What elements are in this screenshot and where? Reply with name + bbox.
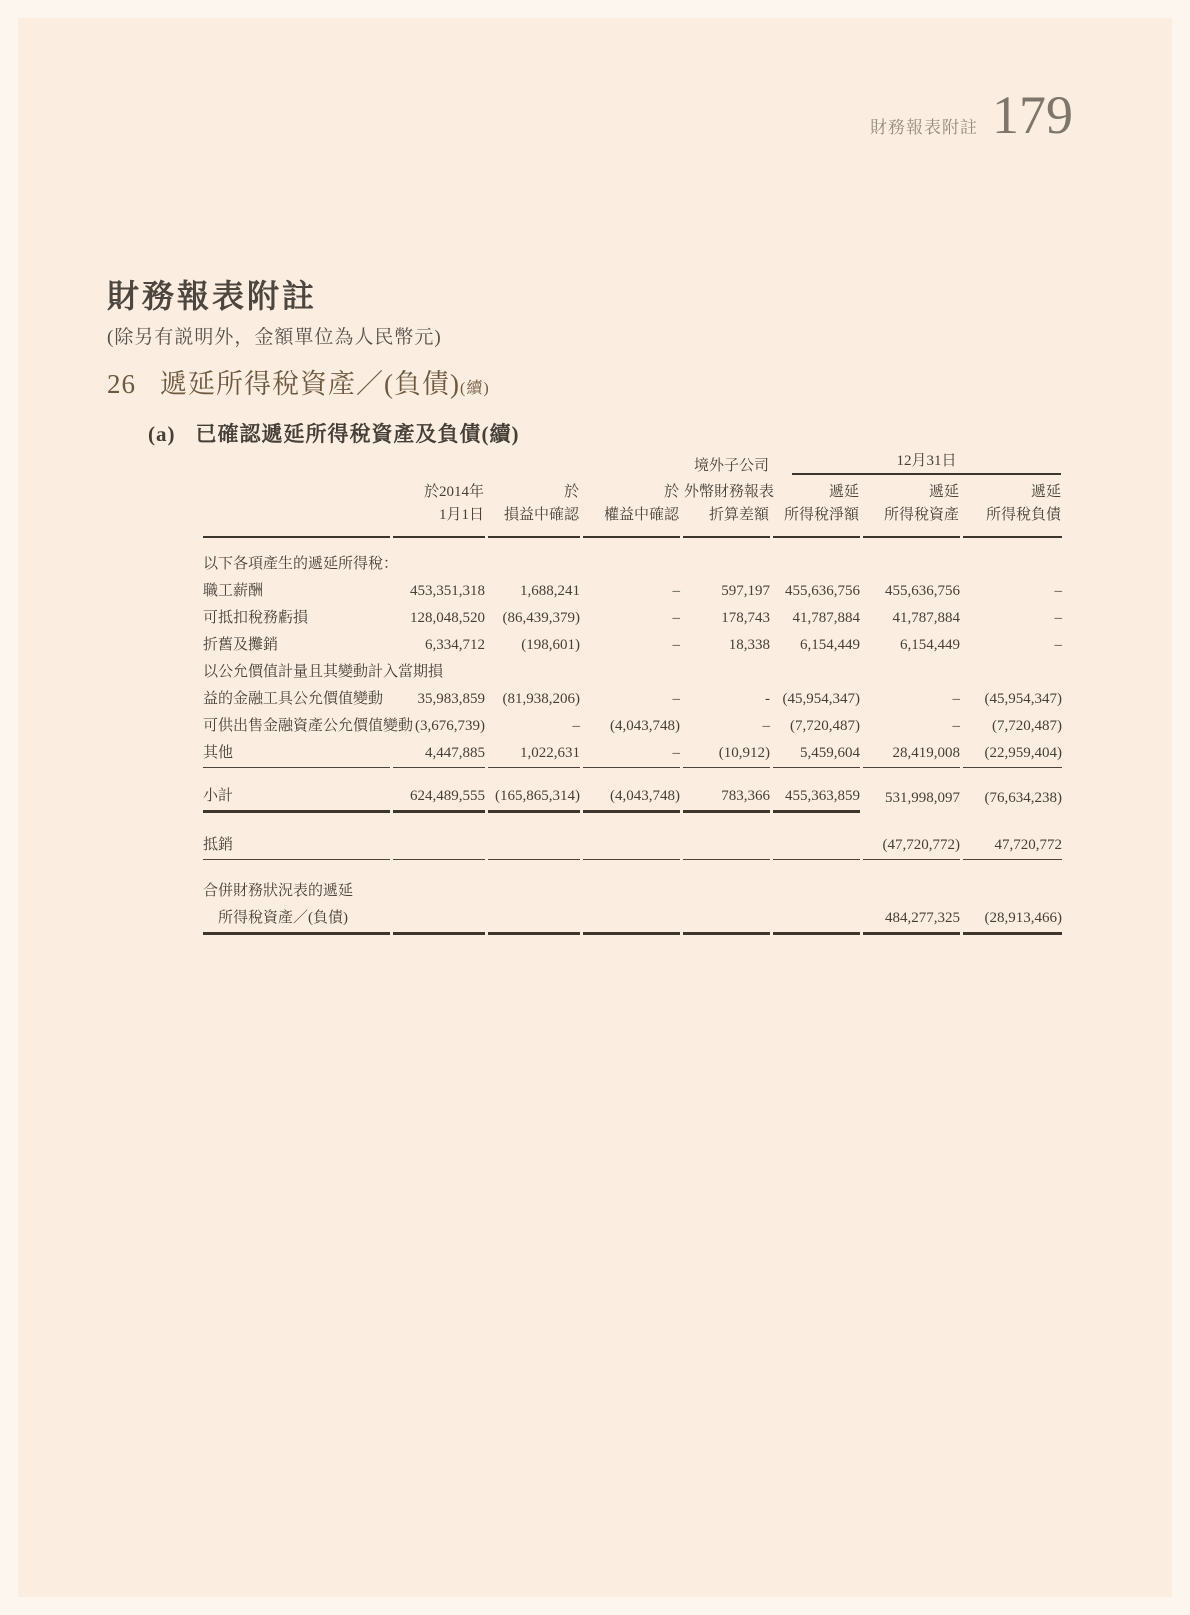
table-cell: (81,938,206) [502,691,580,707]
subsection-marker: (a) [148,422,176,446]
table-cell [773,905,860,935]
document-sheet [18,18,1172,1597]
table-cell [488,860,580,905]
table-cell: – [1054,583,1062,599]
row-label: 可供出售金融資產公允價值變動 [203,718,414,734]
header-col-1a: 於2014年 [423,484,484,500]
table-cell [488,538,580,578]
table-row [203,768,1062,813]
table-cell: – [672,691,680,707]
header-col-6a: 遞延 [928,484,959,500]
table-cell [683,659,770,686]
table-row [203,605,1062,632]
table-cell [583,860,680,905]
table-cell: (45,954,347) [984,691,1062,707]
running-header [870,85,1073,145]
header-col-2b: 損益中確認 [488,506,580,539]
table-row [203,538,1062,578]
table-body [203,538,1062,935]
row-label: 職工薪酬 [203,583,264,599]
table-row [203,632,1062,659]
table-cell: – [1054,610,1062,626]
table-cell: (28,913,466) [963,905,1062,935]
table-cell [773,860,860,905]
table-cell: 6,334,712 [425,637,485,653]
table-header [203,452,1062,538]
row-label: 可抵扣稅務虧損 [203,610,309,626]
row-label: 合併財務狀況表的遞延 [203,883,354,899]
table-cell: 178,743 [721,610,770,626]
table-cell: 18,338 [728,637,770,653]
table-cell: 35,983,859 [417,691,485,707]
table-cell: (4,043,748) [610,718,680,734]
table-cell: 128,048,520 [410,610,485,626]
table-cell [773,813,860,860]
header-spacer [203,452,680,480]
table-cell [863,659,960,686]
table-cell: (4,043,748) [583,768,680,813]
table-cell: – [583,740,680,768]
header-col-7b: 所得稅負債 [963,506,1062,539]
header-col-5b: 所得稅淨額 [773,506,860,539]
table-header-row-2 [203,506,1062,539]
table-cell [488,659,580,686]
table-cell: 41,787,884 [792,610,860,626]
table-cell: 484,277,325 [863,905,960,935]
table-cell: 1,022,631 [488,740,580,768]
header-dec31-label: 12月31日 [792,453,1061,475]
table-cell [773,659,860,686]
table-cell: (86,439,379) [502,610,580,626]
table-cell: 5,459,604 [773,740,860,768]
table-cell: 597,197 [721,583,770,599]
table-cell [863,860,960,905]
table-row [203,740,1062,768]
header-dec31-group [773,452,1062,480]
table-cell: 783,366 [683,768,770,813]
table-row [203,905,1062,935]
table-cell: 47,720,772 [963,813,1062,860]
header-empty [203,506,390,539]
section-continued-mark: (續) [459,380,490,397]
table-cell: – [952,718,960,734]
section-title: 遞延所得稅資產／(負債) [160,369,460,399]
page-number: 179 [992,85,1073,145]
table-row [203,713,1062,740]
table-cell: (7,720,487) [790,718,860,734]
table-cell: (76,634,238) [984,789,1062,806]
table-cell [488,813,580,860]
table-cell [683,905,770,935]
table-cell: (47,720,772) [863,813,960,860]
table-cell: - [765,691,770,707]
header-col-3b: 權益中確認 [583,506,680,539]
table-row [203,659,1062,686]
table-cell: – [672,610,680,626]
table-cell: (22,959,404) [963,740,1062,768]
row-label: 折舊及攤銷 [203,637,279,653]
table-cell: 455,636,756 [885,583,960,599]
row-label: 所得稅資產／(負債) [203,905,390,935]
table-cell: 1,688,241 [520,583,580,599]
table-cell [963,860,1062,905]
running-header-label: 財務報表附註 [870,118,978,137]
table-cell: (10,912) [683,740,770,768]
table-cell [393,813,485,860]
table-cell: (45,954,347) [782,691,860,707]
table-cell: – [672,583,680,599]
section-heading [107,362,490,401]
table-cell [393,538,485,578]
section-number: 26 [107,369,136,399]
header-col-4b: 折算差額 [683,506,770,539]
table-header-group-row [203,452,1062,480]
table-cell [863,538,960,578]
table-cell: 453,351,318 [410,583,485,599]
table-cell: (3,676,739) [415,718,485,734]
header-col-7a: 遞延 [1030,484,1061,500]
table-cell: 6,154,449 [900,637,960,653]
row-label: 抵銷 [203,813,390,860]
table-cell [583,905,680,935]
row-label: 以下各項產生的遞延所得稅： [203,556,399,572]
table-cell: 531,998,097 [885,789,960,806]
table-cell: – [572,718,580,734]
table-cell [683,813,770,860]
table-cell: – [672,637,680,653]
table-cell: 455,636,756 [785,583,860,599]
row-label: 益的金融工具公允價值變動 [203,691,384,707]
subsection-title: 已確認遞延所得稅資產及負債(續) [195,422,520,446]
table-cell: 28,419,008 [863,740,960,768]
table-cell [683,538,770,578]
row-label: 小計 [203,768,390,813]
table-cell: 455,363,859 [773,768,860,813]
header-col-1b: 1月1日 [393,506,485,539]
page-title: 財務報表附註 [107,278,318,314]
table-cell: 624,489,555 [393,768,485,813]
row-label: 其他 [203,740,390,768]
header-col-4a: 外幣財務報表 [684,484,775,500]
table-cell: 6,154,449 [800,637,860,653]
header-col-3a: 於 [663,484,679,500]
table-cell: (198,601) [521,637,580,653]
table-cell: (7,720,487) [992,718,1062,734]
deferred-tax-table [200,452,1065,935]
table-cell: 41,787,884 [892,610,960,626]
table-row [203,860,1062,905]
table-row [203,686,1062,713]
table-cell [393,860,485,905]
table-cell: – [1054,637,1062,653]
header-empty [203,480,390,506]
table-cell [683,860,770,905]
table-row [203,813,1062,860]
table-cell [583,659,680,686]
table-cell [963,659,1062,686]
table-cell [583,538,680,578]
table-cell: – [952,691,960,707]
header-col-6b: 所得稅資產 [863,506,960,539]
table-cell [583,813,680,860]
table-cell [488,905,580,935]
table-cell: – [762,718,770,734]
header-col-5a: 遞延 [828,484,859,500]
table-header-row-1 [203,480,1062,506]
table-cell [393,905,485,935]
table-cell: 4,447,885 [393,740,485,768]
subsection-heading [148,418,520,448]
table-row [203,578,1062,605]
table-cell [963,538,1062,578]
table-cell [773,538,860,578]
table-cell: (165,865,314) [488,768,580,813]
deferred-tax-table-container [200,452,1065,935]
header-col-2a: 於 [563,484,579,500]
page-subtitle: (除另有説明外，金額單位為人民幣元) [107,327,442,348]
header-overseas-subsidiary: 境外子公司 [693,458,769,474]
row-label: 以公允價值計量且其變動計入當期損 [203,664,444,680]
